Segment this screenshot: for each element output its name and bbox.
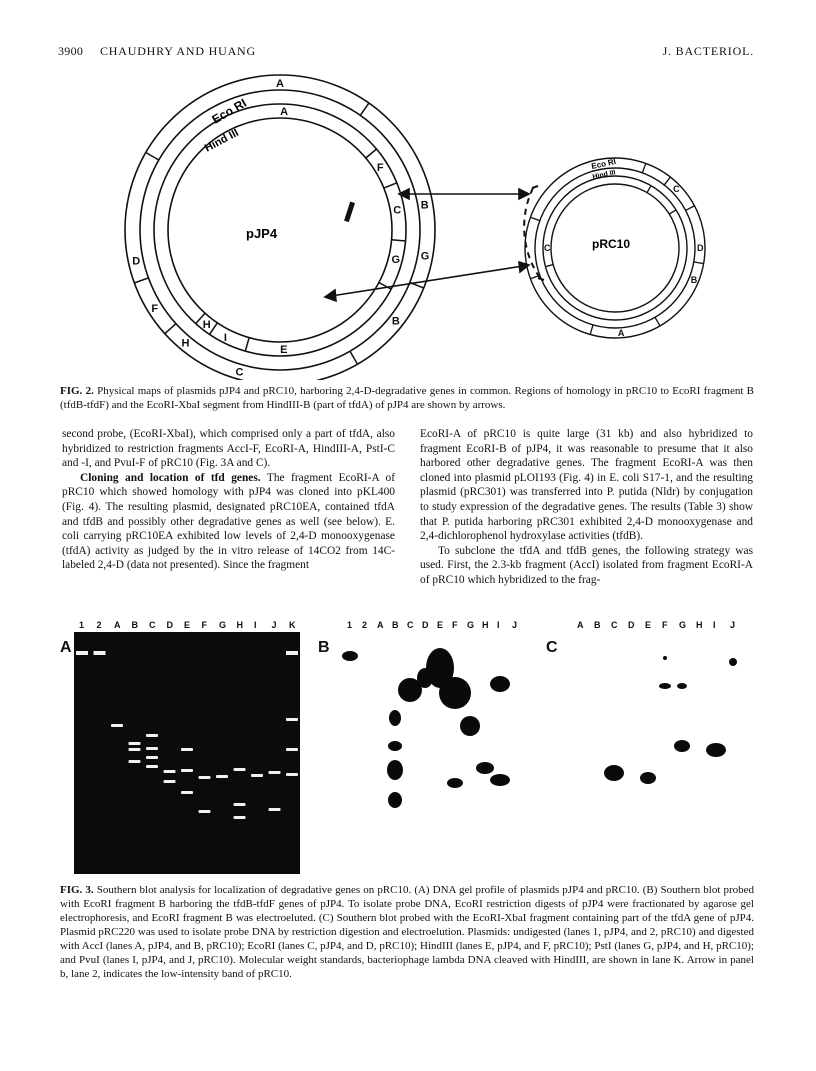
ecori-label-big: Eco RI (209, 95, 249, 127)
figure-3-caption: FIG. 3. Southern blot analysis for localization of degradative genes on pRC10. (A) DNA gel profile of plasmids pJP4 and pRC10. (B) Southern blot probed with EcoRI fragment B harboring the tfdB-tfdF genes of pJP4. To isolate probe DNA, EcoRI restriction digests of pJP4 were fractionated by agarose gel electrophoresis, and EcoRI fragment B was electroeluted. (C) Southern blot probed with the EcoRI-XbaI fragment containing part of the tfdA gene of pJP4. Plasmid pRC220 was used to isolate probe DNA by restriction digestion and electroelution. Plasmids: undigested (lanes 1, pJP4, and 2, pRC10) and digested with AccI (lanes A, pJP4, and B, pRC10); EcoRI (lanes C, pJP4, and D, pRC10); HindIII (lanes E, pJP4, and F, pRC10); PstI (lanes G, pJP4, and H, pRC10); and PvuI (lanes I, pJP4, and J, pRC10). Molecular weight standards, bacteriophage lambda DNA cleaved with HindIII, are shown in lane K. Arrow in panel b, lane 2, indicates the low-intensity band of pRC10. (60, 884, 754, 980)
panel-b-lane-label: B (392, 620, 399, 630)
panel-a-lane-label: 2 (96, 620, 102, 630)
panel-b-lane-label: A (377, 620, 384, 630)
panel-c-lane-label: J (730, 620, 736, 630)
panel-b-lane-label: J (512, 620, 518, 630)
gel-band (164, 770, 176, 773)
prc10-outer-fragment-label: D (697, 243, 704, 253)
blot-spot (388, 792, 402, 808)
pjp4-map (125, 75, 435, 380)
panel-b-lane-label: 1 (347, 620, 353, 630)
panel-c-lane-label: B (594, 620, 601, 630)
gel-well-band (76, 651, 88, 655)
panel-b-label: B (318, 639, 330, 656)
prc10-outer-fragment-label: A (617, 327, 625, 338)
panel-a-lane-label: C (149, 620, 156, 630)
blot-spot (677, 683, 687, 689)
gel-band (181, 748, 193, 751)
blot-spot (640, 772, 656, 784)
gel-band (199, 776, 211, 779)
prc10-label: pRC10 (592, 237, 631, 251)
left-column (62, 427, 395, 573)
panel-a-lane-label: F (201, 620, 207, 630)
page-number: 3900 (58, 44, 84, 58)
panel-a-label: A (60, 639, 72, 656)
prc10-inner-fragment-label: C (544, 243, 551, 253)
hindiii-label-small: Hind III (591, 169, 617, 181)
blot-spot (706, 743, 726, 757)
blot-spot (476, 762, 494, 774)
figure-2-caption: FIG. 2. Physical maps of plasmids pJP4 and pRC10, harboring 2,4-D-degradative genes in common. Regions of homology in pRC10 to EcoRI fragment B (tfdB-tfdF) and the EcoRI-XbaI segment from HindIII-B (part of tfdA) of pJP4 are shown by arrows. (60, 385, 755, 411)
gel-band (251, 774, 263, 777)
pjp4-outer-fragment-label: D (132, 255, 141, 268)
gel-band (234, 816, 246, 819)
panel-a-lane-label: E (184, 620, 191, 630)
panel-a-lane-label: K (289, 620, 296, 630)
pjp4-inner-fragment-label: E (280, 343, 288, 356)
panel-b-lane-label: D (422, 620, 429, 630)
panel-a-lane-label: J (271, 620, 277, 630)
panel-c-lane-label: I (713, 620, 716, 630)
right-column (420, 427, 753, 588)
pjp4-outer-fragment-label: A (276, 78, 284, 90)
blot-spot (674, 740, 690, 752)
figure-3-panel-a-gel (60, 618, 300, 874)
panel-b-lane-label: I (497, 620, 500, 630)
pjp4-inner-fragment-label: A (280, 106, 289, 119)
panel-c-lane-label: H (696, 620, 703, 630)
panel-b-lane-label: C (407, 620, 414, 630)
gel-band (129, 748, 141, 751)
panel-b-lane-label: G (467, 620, 475, 630)
panel-a-lane-label: B (131, 620, 138, 630)
blot-spot (342, 651, 358, 661)
gel-band (269, 808, 281, 811)
panel-a-lane-label: D (166, 620, 173, 630)
figure-2-plasmid-maps (95, 70, 735, 380)
pjp4-outer-fragment-label: G (420, 250, 430, 263)
panel-a-lane-label: G (219, 620, 227, 630)
blot-spot (447, 778, 463, 788)
gel-band (111, 724, 123, 727)
blot-spot (604, 765, 624, 781)
blot-spot (659, 683, 671, 689)
gel-band (286, 773, 298, 776)
blot-spot (388, 741, 402, 751)
panel-c-lane-label: C (611, 620, 618, 630)
gel-band (181, 769, 193, 772)
pjp4-inner-fragment-label: I (223, 331, 227, 344)
panel-b-lane-label: F (452, 620, 458, 630)
blot-spot (387, 760, 403, 780)
pjp4-inner-fragment-label: G (391, 253, 401, 266)
blot-spot (729, 658, 737, 666)
figure-3-panel-c-blot (540, 618, 750, 874)
pjp4-outer-fragment-label: C (235, 366, 244, 379)
journal-name: J. BACTERIOL. (662, 44, 754, 58)
gel-band (146, 756, 158, 759)
gel-band (129, 742, 141, 745)
gel-band (286, 718, 298, 721)
gel-band (146, 765, 158, 768)
gel-band (269, 771, 281, 774)
panel-a-lane-label: I (254, 620, 257, 630)
panel-b-lane-label: 2 (362, 620, 368, 630)
ecori-label-small: Eco RI (590, 156, 617, 171)
blot-spot (460, 716, 480, 736)
gel-band (181, 791, 193, 794)
prc10-outer-fragment-label: C (673, 183, 680, 194)
pjp4-outer-fragment-label: H (181, 337, 190, 350)
gel-band (146, 734, 158, 737)
prc10-outer-fragment-label: B (690, 274, 698, 285)
running-authors: CHAUDHRY AND HUANG (100, 44, 256, 58)
panel-a-lane-label: A (114, 620, 121, 630)
panel-a-lane-label: H (236, 620, 243, 630)
pjp4-inner-fragment-label: C (393, 204, 402, 217)
gel-band (146, 747, 158, 750)
pjp4-label: pJP4 (246, 226, 278, 241)
panel-c-label: C (546, 639, 558, 656)
pjp4-outer-fragment-label: B (391, 315, 400, 328)
gel-band (234, 768, 246, 771)
blot-spot (490, 774, 510, 786)
panel-a-lane-label: 1 (79, 620, 85, 630)
paragraph: EcoRI-A of pRC10 is quite large (31 kb) and also hybridized to fragment EcoRI-B of pJP4, it was reasonable to presume that it also harbored other degradative genes. The fragment EcoRI-A was then cloned into plasmid pLOI193 (Fig. 4) in E. coli S17-1, and the resulting plasmid (pRC301) was transferred into P. putida (Nldr) by conjugation to study expression of the degradative genes. The results (Table 3) show that P. putida harboring pRC301 exhibited 2,4-D monooxygenase and 2,4-dichlorophenol hydroxylase activities (tfdB). (420, 428, 753, 543)
panel-c-lane-label: D (628, 620, 635, 630)
panel-c-lane-label: G (679, 620, 687, 630)
blot-spot (439, 677, 471, 709)
paragraph: second probe, (EcoRI-XbaI), which comprised only a part of tfdA, also hybridized to restriction fragments AccI-F, EcoRI-A, HindIII-A, PstI-C and -I, and PvuI-F of pRC10 (Fig. 3A and C). (62, 428, 395, 470)
panel-b-lane-label: H (482, 620, 489, 630)
blot-spot (389, 710, 401, 726)
pjp4-outer-fragment-label: B (420, 199, 429, 212)
panel-c-lane-label: A (577, 620, 584, 630)
panel-c-lane-label: F (662, 620, 668, 630)
hindiii-label-big: Hind III (202, 126, 241, 155)
gel-band (286, 748, 298, 751)
blot-spot (663, 656, 667, 660)
pjp4-inner-fragment-label: F (376, 161, 384, 174)
gel-well-band (94, 651, 106, 655)
gel-band (199, 810, 211, 813)
gel-band (234, 803, 246, 806)
paragraph-subclone: To subclone the tfdA and tfdB genes, the following strategy was used. First, the 2.3-kb fragment (AccI) isolated from fragment EcoRI-A of pRC10 which hybridized to the frag- (420, 544, 753, 586)
paragraph-cloning: Cloning and location of tfd genes. The fragment EcoRI-A of pRC10 which showed homology with pJP4 was cloned into pKL400 (Fig. 4). The resulting plasmid, designated pRC10EA, contained tfdA and tfdB and possibly other degradative genes as well (see below). E. coli carrying pRC10EA exhibited low levels of 2,4-D monooxygenase (tfdA) activity as judged by the in vitro release of 14CO2 from 14C-labeled 2,4-D (data not presented). Since the fragment (62, 471, 395, 572)
pjp4-outer-fragment-label: F (151, 302, 159, 315)
gel-well-band (286, 651, 298, 655)
gel-band (129, 760, 141, 763)
gel-band (164, 780, 176, 783)
blot-spot (490, 676, 510, 692)
panel-b-lane-label: E (437, 620, 444, 630)
pjp4-inner-fragment-label: H (202, 318, 211, 331)
gel-band (216, 775, 228, 778)
panel-c-lane-label: E (645, 620, 652, 630)
